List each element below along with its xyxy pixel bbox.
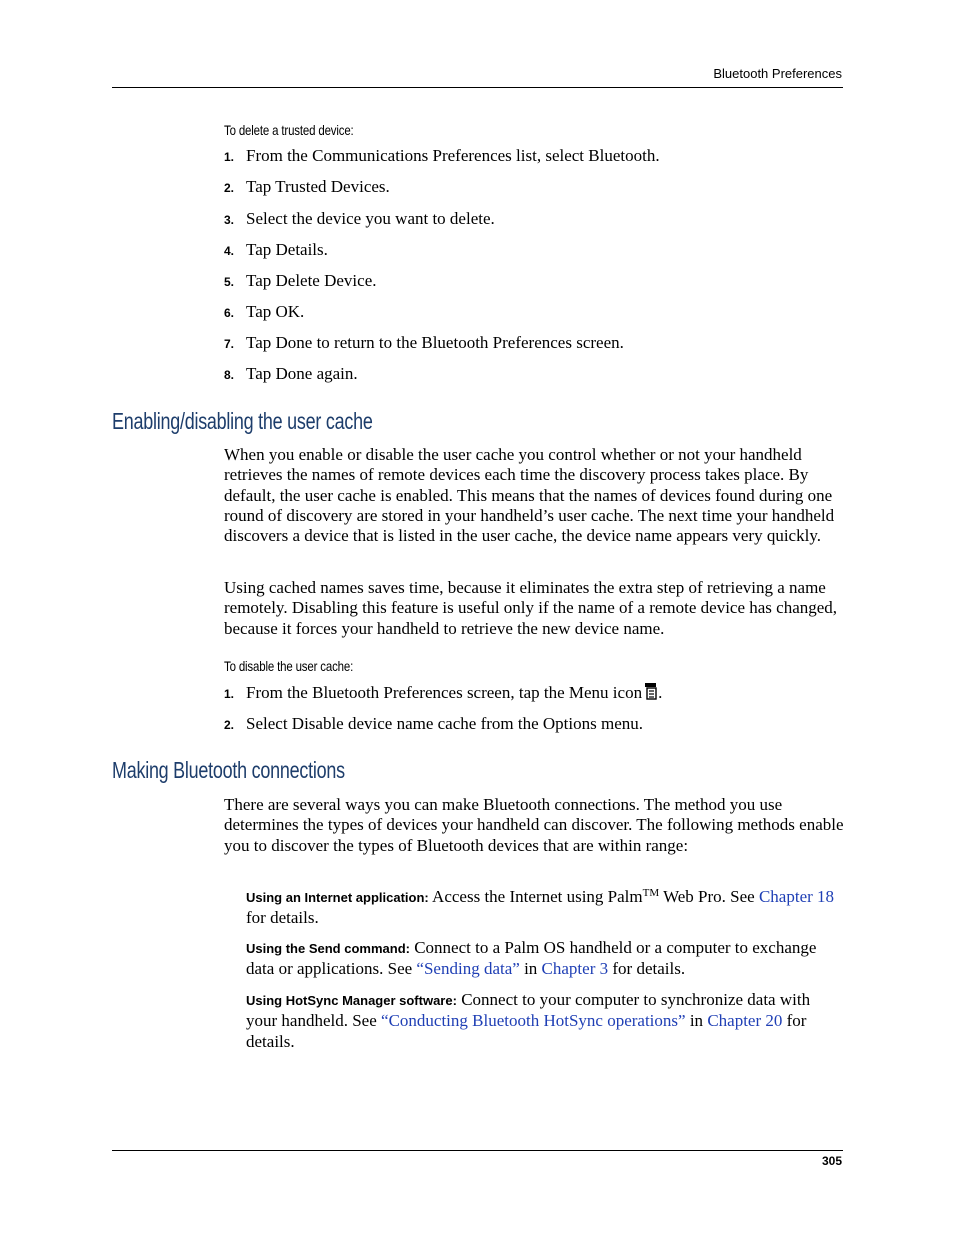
method-hotsync (246, 990, 844, 1052)
step-text: Tap Details. (246, 240, 328, 259)
trademark: TM (642, 887, 660, 899)
term-label: Using the Send command: (246, 941, 410, 956)
item-text: Connect to a Palm OS handheld or a computer to exchange data or applications. See (246, 938, 817, 979)
menu-icon (644, 682, 658, 700)
step-number: 7. (224, 337, 235, 351)
procedure-title: To disable the user cache: (224, 658, 354, 674)
step-number: 1. (224, 150, 235, 164)
paragraph: There are several ways you can make Bluetooth connections. The method you use determines the types of devices your handheld can discover. The following methods enable you to discover the types of Bluetooth devices that are within range: (224, 795, 844, 855)
link-sending-data[interactable]: “Sending data” (416, 959, 520, 979)
step-text: From the Communications Preferences list, select Bluetooth. (246, 146, 660, 165)
step (224, 146, 660, 167)
paragraph: When you enable or disable the user cache you control whether or not your handheld retrieves the names of remote devices each time the discovery process takes place. By default, the user cache is enabled. This means that the names of devices found during one round of discovery are stored in your handheld’s user cache. The next time your handheld discovers a device that is listed in the user cache, the device name appears very quickly. (224, 445, 835, 546)
step (224, 177, 390, 198)
step-text: Select Disable device name cache from the Options menu. (246, 714, 643, 733)
step-text: Tap Delete Device. (246, 271, 377, 290)
item-text: in (519, 959, 542, 979)
term-label: Using HotSync Manager software: (246, 993, 457, 1008)
page-number: 305 (821, 1154, 842, 1168)
item-text: for details. (246, 1011, 807, 1051)
step (224, 682, 662, 704)
section-heading: Enabling/disabling the user cache (112, 408, 373, 434)
step-number: 6. (224, 306, 235, 320)
step-number: 8. (224, 368, 235, 382)
step (224, 333, 624, 354)
method-send (246, 938, 844, 980)
step-number: 5. (224, 275, 235, 289)
step-text: Tap Done to return to the Bluetooth Preferences screen. (246, 333, 624, 352)
item-text: for details. (608, 959, 686, 979)
link-chapter-20[interactable]: Chapter 20 (707, 1011, 783, 1031)
procedure-title: To delete a trusted device: (224, 122, 354, 138)
step-text: Tap Trusted Devices. (246, 177, 390, 196)
link-bluetooth-hotsync[interactable]: “Conducting Bluetooth HotSync operations” (381, 1011, 686, 1031)
method-internet (246, 887, 844, 929)
step (224, 240, 328, 261)
item-text: Connect to your computer to synchronize data with your handheld. See (246, 990, 811, 1031)
paragraph: Using cached names saves time, because it eliminates the extra step of retrieving a name remotely. Disabling this feature is useful only if the name of a remote device has changed, because it forces your handheld to retrieve the new device name. (224, 578, 838, 638)
step-number: 3. (224, 213, 235, 227)
item-text: in (685, 1011, 708, 1031)
item-text: Access the Internet using Palm (428, 887, 643, 906)
item-text: Web Pro. See (659, 887, 759, 906)
term-label: Using an Internet application: (246, 890, 429, 905)
step-number: 2. (224, 718, 235, 732)
link-chapter-3[interactable]: Chapter 3 (541, 959, 609, 979)
step (224, 271, 377, 292)
step-number: 1. (224, 687, 235, 701)
step-text: From the Bluetooth Preferences screen, tap the Menu icon (246, 683, 643, 702)
step-text: Select the device you want to delete. (246, 209, 495, 228)
step-number: 2. (224, 181, 235, 195)
step (224, 364, 358, 385)
step (224, 302, 304, 323)
running-header: Bluetooth Preferences (713, 66, 842, 81)
footer-rule (112, 1150, 843, 1151)
step (224, 209, 495, 230)
step-text-end: . (658, 683, 663, 702)
link-chapter-18[interactable]: Chapter 18 (758, 887, 835, 906)
step-number: 4. (224, 244, 235, 258)
step (224, 714, 643, 735)
item-text: for details. (246, 908, 319, 928)
section-heading: Making Bluetooth connections (112, 757, 345, 783)
header-rule (112, 87, 843, 88)
step-text: Tap Done again. (246, 364, 358, 383)
step-text: Tap OK. (246, 302, 305, 321)
